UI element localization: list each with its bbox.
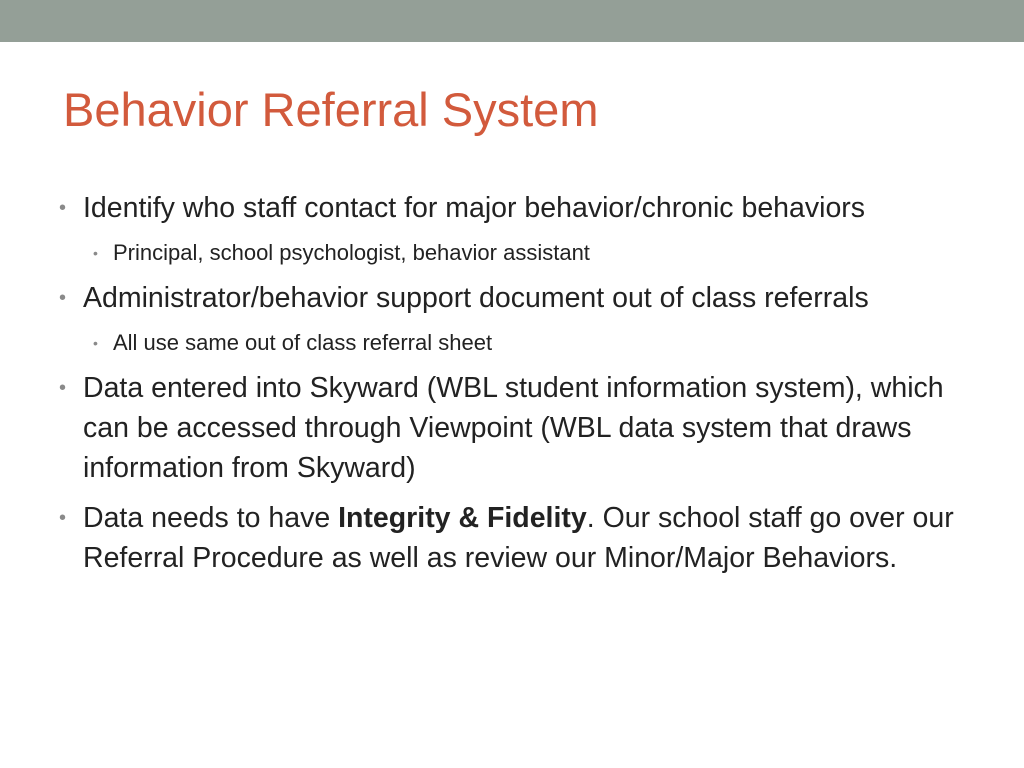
sub-bullet-text: Principal, school psychologist, behavior assistant (113, 240, 590, 265)
bullet-text: Data entered into Skyward (WBL student information system), which can be accessed through Viewpoint (WBL data system that draws information from Skyward) (83, 372, 944, 484)
slide-body (58, 188, 978, 588)
bullet-dot-icon: • (59, 507, 67, 529)
bullet-item (58, 278, 978, 318)
sub-bullet-dot-icon: • (93, 335, 98, 351)
bullet-text-after: . Our school staff go over our Referral Procedure as well as review our Minor/Major Behaviors. (83, 502, 954, 574)
sub-bullet-item (58, 328, 978, 358)
sub-bullet-dot-icon: • (93, 245, 98, 261)
sub-bullet-item (58, 238, 978, 268)
bullet-text-bold: Integrity & Fidelity (338, 502, 587, 534)
sub-bullet-text: All use same out of class referral sheet (113, 330, 493, 355)
bullet-text: Administrator/behavior support document out of class referrals (83, 282, 869, 314)
bullet-item (58, 368, 978, 488)
slide-title: Behavior Referral System (63, 83, 599, 136)
bullet-dot-icon: • (59, 197, 67, 219)
bullet-dot-icon: • (59, 287, 67, 309)
bullet-dot-icon: • (59, 377, 67, 399)
bullet-text-before: Data needs to have (83, 502, 339, 534)
bullet-text: Identify who staff contact for major behavior/chronic behaviors (83, 192, 866, 224)
bullet-item (58, 188, 978, 228)
top-accent-bar (0, 0, 1024, 42)
bullet-item (58, 498, 978, 578)
